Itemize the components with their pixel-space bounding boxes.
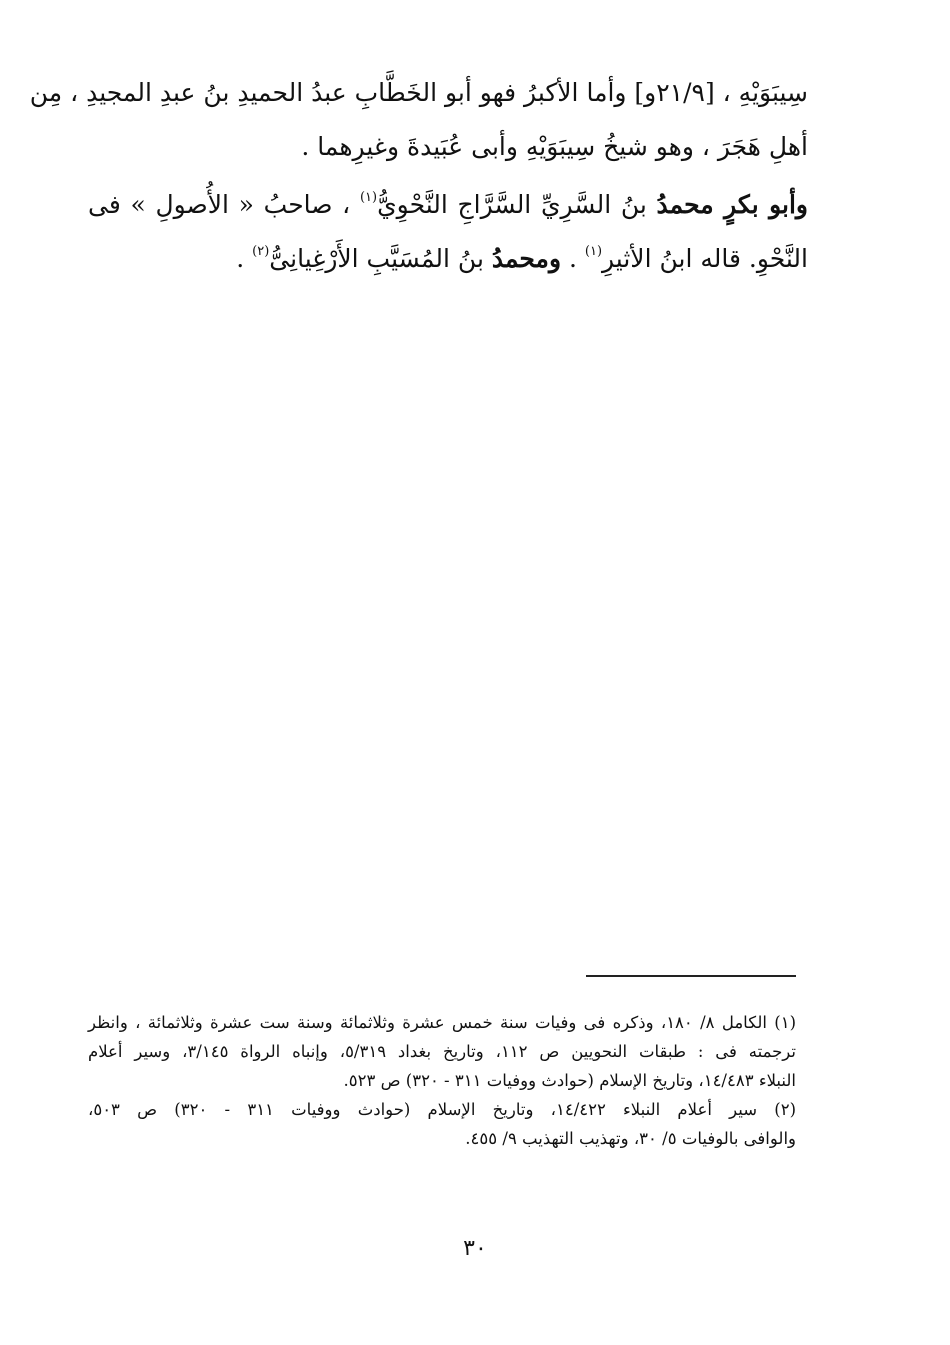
footnote-line: والوافى بالوفيات ٥/ ٣٠، وتهذيب التهذيب ٩/ ٤٥٥. <box>465 1129 796 1148</box>
main-text <box>29 66 808 286</box>
footnote-separator <box>586 975 796 977</box>
text-line <box>88 232 808 286</box>
footnote-marker: (١) <box>584 244 603 259</box>
footnotes <box>88 1008 796 1153</box>
paragraph-2 <box>88 178 808 286</box>
person-name-bold: وأبو بكرٍ محمدُ <box>656 190 808 219</box>
paragraph-1 <box>29 66 808 174</box>
text-line <box>88 178 808 232</box>
footnote-line: (١) الكامل ٨/ ١٨٠، وذكره فى وفيات سنة خمس عشرة وثلاثمائة وسنة ست عشرة وثلاثمائة ، وانظر <box>88 1013 796 1032</box>
text-line: أهلِ هَجَرَ ، وهو شيخُ سِيبَوَيْهِ وأبى عُبَيدةَ وغيرِهما . <box>301 132 808 161</box>
footnote-line: النبلاء ١٤/٤٨٣، وتاريخ الإسلام (حوادث ووفيات ٣١١ - ٣٢٠) ص ٥٢٣. <box>343 1071 796 1090</box>
text-run: النَّحْوِ. قاله ابنُ الأثيرِ <box>602 244 808 273</box>
footnote-marker: (٢) <box>252 244 270 259</box>
footnote-marker: (١) <box>359 190 378 205</box>
footnote-line: ترجمته فى : طبقات النحويين ص ١١٢، وتاريخ بغداد ٥/٣١٩، وإنباه الرواة ٣/١٤٥، وسير أعلام <box>88 1042 797 1061</box>
text-run: . <box>236 244 253 273</box>
text-line: سِيبَوَيْهِ ، [٢١/٩و] وأما الأكبرُ فهو أبو الخَطَّابِ عبدُ الحميدِ بنُ عبدِ المجيدِ ، مِن <box>29 78 808 107</box>
page-number: ٣٠ <box>463 1236 487 1261</box>
text-run: بنُ السَّرِيِّ السَّرَّاجِ النَّحْوِيُّ <box>377 190 657 219</box>
text-run: . <box>561 244 585 273</box>
person-name-bold: ومحمدُ <box>491 244 562 273</box>
text-run: بنُ المُسَيَّبِ الأَرْغِيانِىُّ <box>269 244 492 273</box>
footnote-line: (٢) سير أعلام النبلاء ١٤/٤٢٢، وتاريخ الإسلام (حوادث ووفيات ٣١١ - ٣٢٠) ص ٥٠٣، <box>88 1100 796 1119</box>
text-run: ، صاحبُ « الأُصولِ » فى <box>88 190 360 219</box>
